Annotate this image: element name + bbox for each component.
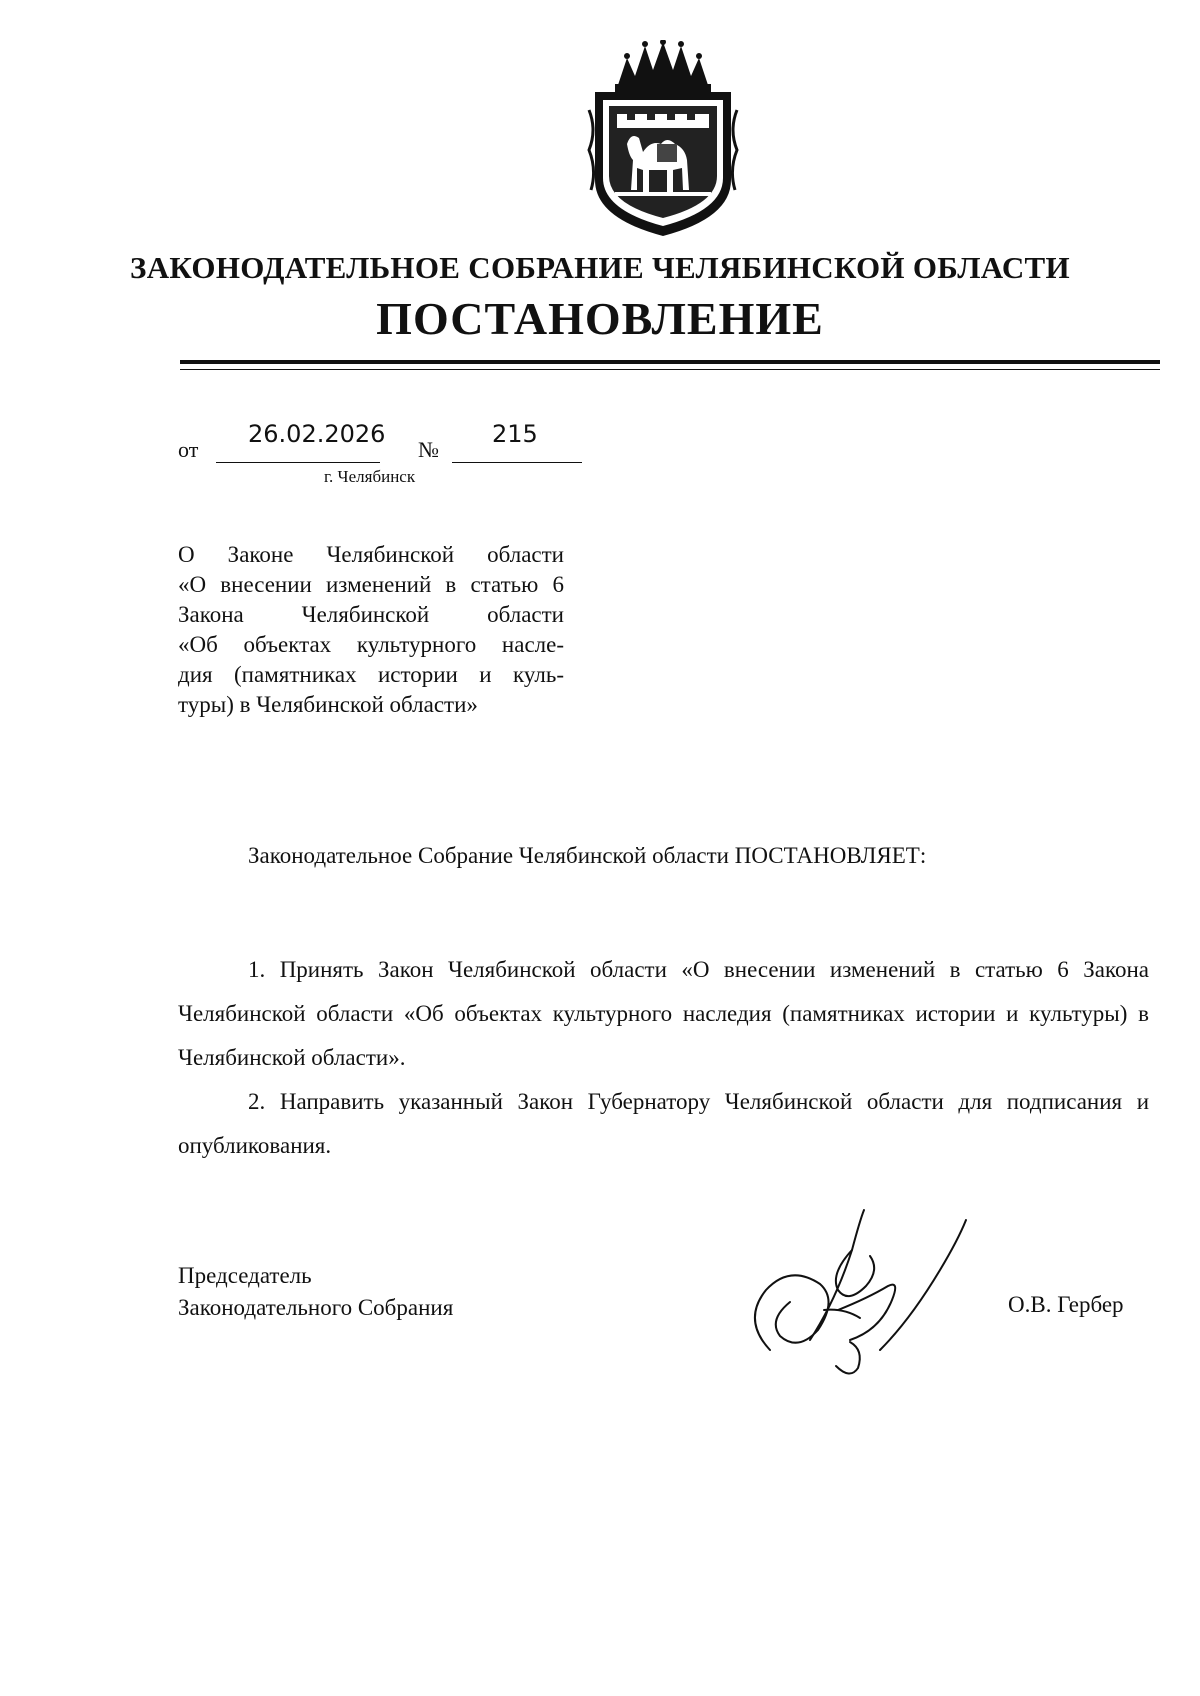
number-label: № (418, 437, 439, 462)
signatory-name: О.В. Гербер (1008, 1292, 1124, 1317)
subject-line: «Об объектах культурного насле- (178, 632, 564, 657)
document-number: 215 (492, 420, 538, 448)
body-paragraph-1: 1. Принять Закон Челябинской области «О внесении изменений в статью 6 Закона Челябинской области «Об объектах культурного наследия (памятниках истории и культуры) в Челябинской области». (178, 957, 1149, 1070)
city-label: г. Челябинск (324, 467, 416, 486)
document-type-title: ПОСТАНОВЛЕНИЕ (376, 293, 824, 344)
coat-of-arms-icon (587, 40, 739, 238)
subject-line: Закона Челябинской области (178, 602, 564, 627)
body-paragraph-2: 2. Направить указанный Закон Губернатору Челябинской области для подписания и опубликования. (178, 1089, 1149, 1158)
document-date: 26.02.2026 (248, 420, 386, 448)
subject-line: О Законе Челябинской области (178, 542, 564, 567)
header-divider-thick (180, 360, 1160, 364)
date-underline (216, 462, 380, 463)
handwritten-signature-icon (740, 1190, 970, 1380)
number-underline (452, 462, 582, 463)
organization-title: ЗАКОНОДАТЕЛЬНОЕ СОБРАНИЕ ЧЕЛЯБИНСКОЙ ОБЛАСТИ (130, 250, 1070, 285)
header-divider-thin (180, 369, 1160, 370)
resolves-statement: Законодательное Собрание Челябинской области ПОСТАНОВЛЯЕТ: (248, 843, 927, 868)
subject-block (178, 540, 564, 720)
from-label: от (178, 437, 199, 462)
signatory-title (178, 1260, 453, 1324)
signatory-title-line: Законодательного Собрания (178, 1295, 454, 1320)
signatory-title-line: Председатель (178, 1263, 312, 1288)
subject-line: «О внесении изменений в статью 6 (178, 572, 564, 597)
subject-line: туры) в Челябинской области» (178, 692, 478, 717)
subject-line: дия (памятниках истории и куль- (178, 662, 564, 687)
